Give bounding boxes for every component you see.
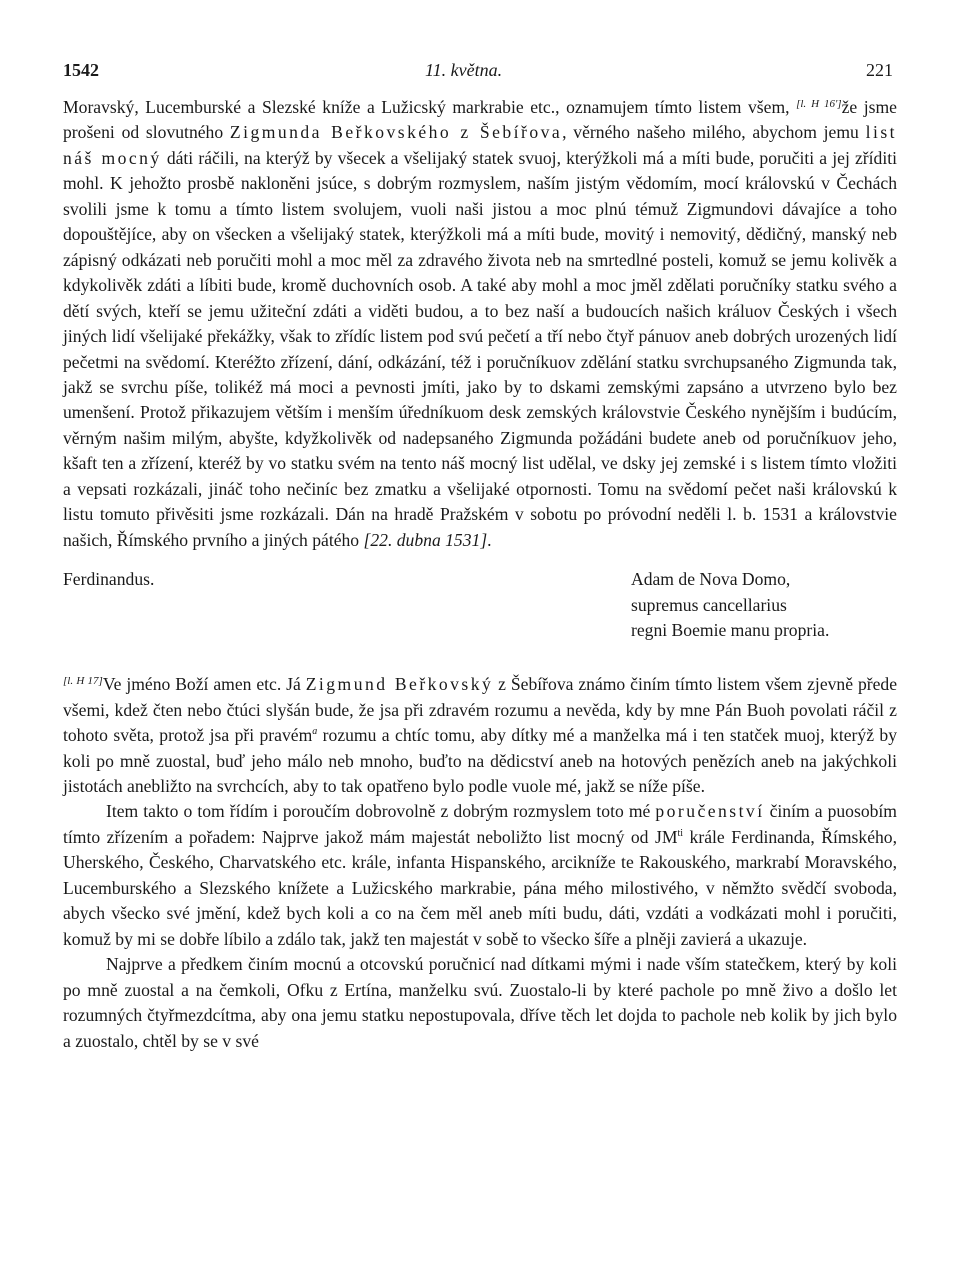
text-run: , věrného našeho milého, abychom jemu: [562, 122, 866, 143]
paragraph-item: [63, 799, 897, 952]
spaced-emphasis: poručenství: [655, 801, 765, 822]
text-run: Item takto o tom řídím i poroučím dobrovolně z dobrým rozmyslem toto mé: [106, 801, 656, 822]
text-run: dáti ráčili, na kterýž by všecek a všelijaký statek svuoj, kterýžkoli má a míti bude, poručiti a jej zříditi mohl. K jehožto prosbě nakloněni jsúce, s dobrým rozmyslem, naším jistým vědomím, mocí královskú v Čechách svolili jsme k tomu a tímto listem svolujem, vuoli naši jistou a moc plnú témuž Zigmundovi dávajíce a toho dopouštějíce, aby on všecken a všelijaký statek, kterýžkoli má a míti bude, movitý i nemovitý, dědičný, manský neb zápisný odkázati neb poručiti mohl a moc měl za zdravého života neb na smrtedlné posteli, komuž se jemu kolivěk a kdykolivěk zdáti a líbiti bude, kromě duchovních osob. A také aby mohl a moc jměl zdělati poručníky statku svého a dětí svých, kteří se jemu užiteční zdáti a viděti budou, a to bez naší a budoucích našich králuov Českých i všech jiných lidí všelijaké překážky, však to zřídíc listem pod svú pečetí a tří nebo čtyř pánuov aneb dobrých urozených lidí pečetmi na svědomí. Kteréžto zřízení, dání, odkázání, též i poručníkuov zdělání statku svrchupsaného Zigmunda tak, jakž se svrchu píše, tolikéž má moci a pevnosti jmíti, jako by to dskami zemskými zapsáno a utvrzeno bylo bez umenšení. Protož přikazujem větším i menším úředníkuom desk zemských královstvie Českého nynějším i budúcím, věrným našim milým, abyšte, kdyžkolivěk od nadepsaného Zigmunda požádáni budete aneb od poručníkuov jeho, kšaft ten a zřízení, kteréž by vo statku svém na tento náš mocný list udělal, ve dsky jej zemské i s listem tímto vložiti a vepsati rozkázali, jináč toho nečiníc bez zmatku a všelijaké otpornosti. Tomu na svědomí pečet naši královskú k listu tomuto přivěsiti jsme rozkázali. Dán na hradě Pražském v sobotu po próvodní neděli l. b. 1531 a královstvie našich, Římského prvního a jiných pátého: [63, 147, 897, 550]
text-run: činím a puosobím tímto zřízením a pořadem: Najprve jakož mám majestát neboližto list mocný od JM: [63, 801, 897, 847]
spaced-name: Zigmund Beřkovský: [305, 674, 494, 695]
signature-line: regni Boemie manu propria.: [631, 620, 830, 641]
page-number: 221: [866, 60, 893, 80]
text-run: krále Ferdinanda, Římského, Uherského, Českého, Charvatského etc. krále, infanta Hispanského, arcikníže te Rakouského, markrabí Moravského, Lucemburského a Slezského knížete a Lužicského markrabie, pána mého milostivého, v němžto svědčí svoboda, abych všecko své jmění, kdež bych koli a co na čem měl aneb míti budu, dáti, vzdáti a vodkázati mohl i poručiti, komuž by mi se dobře líbilo a zdálo tak, jakž ten majestát v sobě to všecko šíře a plněji zavierá a ukazuje.: [63, 826, 897, 949]
header-date: 11. května.: [425, 60, 503, 80]
running-header: [63, 58, 897, 92]
spaced-name: Zigmunda Beřkovského z Šebířova: [229, 122, 563, 143]
spaced-emphasis: list náš mocný: [63, 122, 897, 168]
signature-line: Adam de Nova Domo,: [631, 569, 791, 590]
signature-chancellor: [631, 567, 829, 643]
text-run: Moravský, Lucemburské a Slezské kníže a Lužicský markrabie etc., oznamujem tímto listem všem,: [63, 97, 797, 117]
footnote-mark: a: [312, 726, 318, 738]
superscript: ti: [677, 827, 684, 839]
text-run: Najprve a předkem činím mocnú a otcovskú poručnicí nad dítkami mými i nade vším statečkem, který by koli po mně zuostal a na čemkoli, Ofku z Ertína, manželku svú. Zuostalo-li by které pachole po mně živo a došlo let rozumných čtyřmezdcítma, aby ona jemu statku nepostupovala, dříve těch let dojda to pachole neb kolik by jich bylo a zuostalo, chtěl by se v své: [63, 954, 897, 1051]
signature-king: Ferdinandus.: [63, 569, 155, 590]
text-run: rozumu a chtíc tomu, aby dítky mé a manželka má i ten statček muoj, kterýž by koli po mně zuostal, buď jeho málo neb mnoho, buďto na dědicství aneb na hotových penězích aneb na jakýchkoli jistotách anebližto na svrchcích, aby to tak opatřeno bylo podle vuole mé, jakž se níže píše.: [63, 725, 897, 796]
text-run: že jsme prošeni od slovutného: [63, 97, 897, 143]
editorial-date-note: [22. dubna 1531]: [363, 529, 488, 550]
text-run: z Šebířova známo činím tímto listem všem zjevně přede všemi, kdež čten nebo čtúci slyšán bude, že jsa při zdravém rozumu a nevěda, kdy by mne Pán Buoh povolati ráčil z tohoto světa, protož jsa při pravém: [63, 674, 898, 746]
document-page: [63, 58, 897, 1054]
paragraph-testament-intro: [63, 669, 897, 799]
header-year: 1542: [63, 60, 99, 80]
paragraph-charter: [63, 92, 897, 553]
text-run: .: [487, 529, 492, 550]
signature-block: [63, 567, 897, 657]
signature-line: supremus cancellarius: [631, 594, 787, 615]
paragraph-guardian: [63, 952, 897, 1054]
text-run: Ve jméno Boží amen etc. Já: [102, 674, 306, 695]
margin-note: [l. H 16']: [796, 98, 842, 110]
margin-note: [l. H 17]: [63, 675, 103, 688]
